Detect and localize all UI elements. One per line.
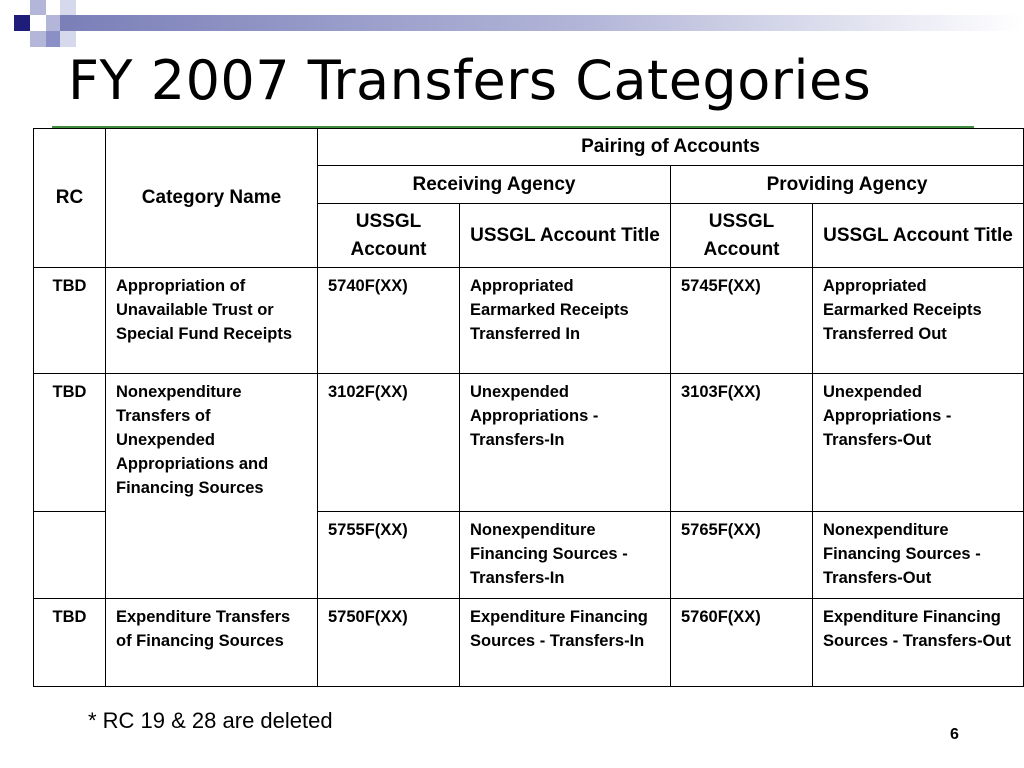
row-recv-account: 5750F(XX) [318, 599, 460, 687]
footnote: * RC 19 & 28 are deleted [88, 708, 333, 733]
header-prov-ussgl-account-title: USSGL Account Title [813, 204, 1024, 268]
header-recv-ussgl-account: USSGL Account [318, 204, 460, 268]
row-rc: TBD [34, 374, 106, 512]
row-recv-title: Nonexpenditure Financing Sources - Transfers-In [460, 512, 671, 599]
header-receiving-agency: Receiving Agency [318, 166, 671, 204]
header-providing-agency: Providing Agency [671, 166, 1024, 204]
row-prov-title: Appropriated Earmarked Receipts Transferred Out [813, 268, 1024, 374]
deco-square-1 [14, 15, 30, 31]
row-category: Nonexpenditure Transfers of Unexpended Appropriations and Financing Sources [106, 374, 318, 599]
deco-square-6 [60, 0, 76, 15]
deco-square-4 [30, 31, 46, 47]
row-prov-account: 3103F(XX) [671, 374, 813, 512]
header-category-name: Category Name [106, 129, 318, 268]
header-prov-ussgl-account: USSGL Account [671, 204, 813, 268]
row-prov-title: Nonexpenditure Financing Sources - Transfers-Out [813, 512, 1024, 599]
header-gradient-bar [60, 15, 1024, 31]
row-prov-title: Unexpended Appropriations - Transfers-Out [813, 374, 1024, 512]
row-recv-account: 3102F(XX) [318, 374, 460, 512]
deco-square-5 [46, 31, 60, 47]
row-category: Appropriation of Unavailable Trust or Special Fund Receipts [106, 268, 318, 374]
table-row [34, 268, 1024, 374]
row-prov-title: Expenditure Financing Sources - Transfers-Out [813, 599, 1024, 687]
row-rc: TBD [34, 599, 106, 687]
deco-square-3 [46, 15, 60, 31]
row-rc: TBD [34, 268, 106, 374]
row-recv-title: Appropriated Earmarked Receipts Transferred In [460, 268, 671, 374]
deco-square-2 [30, 0, 46, 15]
header-rc: RC [34, 129, 106, 268]
row-recv-title: Expenditure Financing Sources - Transfers-In [460, 599, 671, 687]
row-prov-account: 5745F(XX) [671, 268, 813, 374]
row-prov-account: 5765F(XX) [671, 512, 813, 599]
page-number: 6 [950, 726, 959, 743]
header-recv-ussgl-account-title: USSGL Account Title [460, 204, 671, 268]
slide-title: FY 2007 Transfers Categories [68, 49, 872, 112]
deco-square-7 [60, 31, 76, 47]
row-recv-title: Unexpended Appropriations - Transfers-In [460, 374, 671, 512]
table-row [34, 374, 1024, 512]
row-rc [34, 512, 106, 599]
row-recv-account: 5740F(XX) [318, 268, 460, 374]
row-prov-account: 5760F(XX) [671, 599, 813, 687]
row-recv-account: 5755F(XX) [318, 512, 460, 599]
transfers-table [33, 128, 1024, 687]
table-row [34, 599, 1024, 687]
header-pairing-of-accounts: Pairing of Accounts [318, 129, 1024, 166]
row-category: Expenditure Transfers of Financing Sources [106, 599, 318, 687]
